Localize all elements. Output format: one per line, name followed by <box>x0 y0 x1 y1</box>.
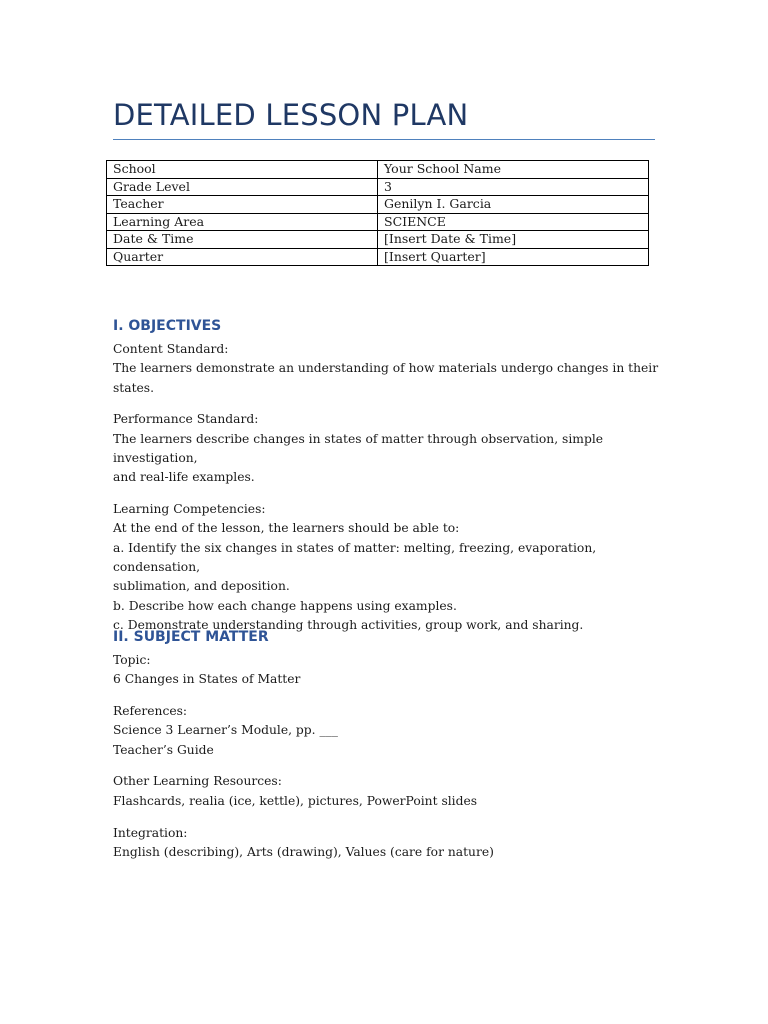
subject-matter-section <box>113 628 661 875</box>
table-row <box>107 178 649 196</box>
other-resources-label: Other Learning Resources: <box>113 774 282 789</box>
table-cell-value: [Insert Quarter] <box>378 248 649 266</box>
competencies-line: c. Demonstrate understanding through activities, group work, and sharing. <box>113 617 584 632</box>
performance-standard-line: and real-life examples. <box>113 470 255 485</box>
table-cell-value: SCIENCE <box>378 213 649 231</box>
table-cell-label: Teacher <box>107 196 378 214</box>
table-row <box>107 248 649 266</box>
references-line: Science 3 Learner’s Module, pp. ___ <box>113 723 338 738</box>
document-title: DETAILED LESSON PLAN <box>113 98 469 132</box>
integration-paragraph <box>113 824 661 863</box>
integration-label: Integration: <box>113 825 188 840</box>
competencies-line: sublimation, and deposition. <box>113 579 290 594</box>
references-paragraph <box>113 702 661 760</box>
info-table <box>106 160 649 266</box>
content-standard-paragraph <box>113 340 661 398</box>
objectives-section <box>113 317 661 648</box>
table-cell-label: Grade Level <box>107 178 378 196</box>
integration-line: English (describing), Arts (drawing), Values (care for nature) <box>113 844 494 859</box>
competencies-label: Learning Competencies: <box>113 502 266 517</box>
objectives-heading: I. OBJECTIVES <box>113 318 222 334</box>
performance-standard-paragraph <box>113 410 661 487</box>
content-standard-line: The learners demonstrate an understanding of how materials undergo changes in their <box>113 361 659 376</box>
table-cell-label: Learning Area <box>107 213 378 231</box>
title-underline <box>113 139 655 140</box>
subject-matter-heading: II. SUBJECT MATTER <box>113 629 269 645</box>
table-cell-label: Quarter <box>107 248 378 266</box>
content-standard-line: states. <box>113 380 155 395</box>
table-cell-label: School <box>107 161 378 179</box>
competencies-line: b. Describe how each change happens using examples. <box>113 598 457 613</box>
other-resources-paragraph <box>113 772 661 811</box>
references-line: Teacher’s Guide <box>113 742 214 757</box>
content-standard-label: Content Standard: <box>113 342 229 356</box>
competencies-paragraph <box>113 500 661 635</box>
table-cell-value: [Insert Date & Time] <box>378 231 649 249</box>
table-cell-value: 3 <box>378 178 649 196</box>
table-row <box>107 231 649 249</box>
table-cell-label: Date & Time <box>107 231 378 249</box>
topic-line: 6 Changes in States of Matter <box>113 672 301 687</box>
topic-label: Topic: <box>113 653 151 667</box>
table-row <box>107 196 649 214</box>
other-resources-line: Flashcards, realia (ice, kettle), pictures, PowerPoint slides <box>113 793 478 808</box>
competencies-line: a. Identify the six changes in states of matter: melting, freezing, evaporation, condensation, <box>113 540 597 574</box>
table-cell-value: Genilyn I. Garcia <box>378 196 649 214</box>
competencies-line: At the end of the lesson, the learners should be able to: <box>113 521 460 536</box>
table-cell-value: Your School Name <box>378 161 649 179</box>
table-row <box>107 161 649 179</box>
performance-standard-label: Performance Standard: <box>113 412 259 427</box>
references-label: References: <box>113 704 188 719</box>
topic-paragraph <box>113 651 661 690</box>
performance-standard-line: The learners describe changes in states of matter through observation, simple investigation, <box>113 431 604 465</box>
table-row <box>107 213 649 231</box>
